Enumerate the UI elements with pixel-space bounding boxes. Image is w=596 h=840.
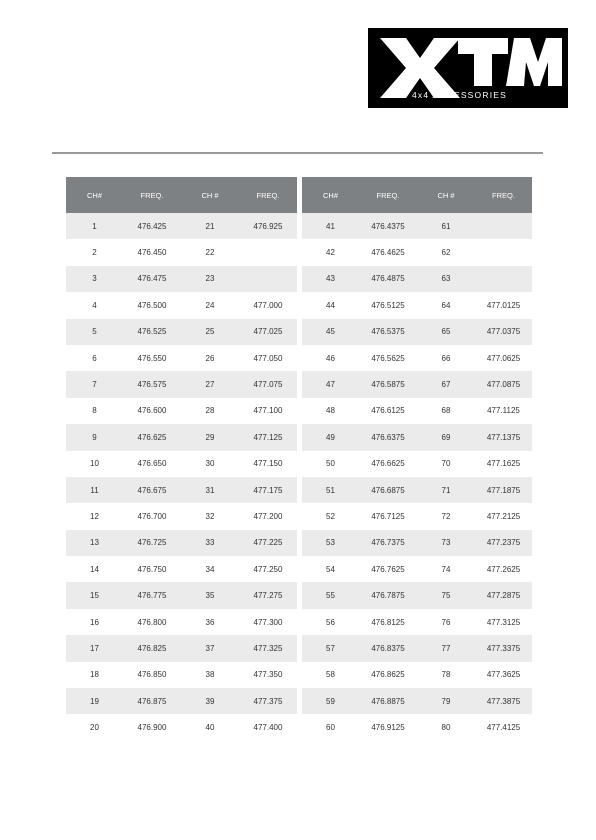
frequency-cell: 476.7375 bbox=[359, 530, 417, 556]
channel-cell: 64 bbox=[417, 292, 475, 318]
table-row bbox=[66, 292, 532, 318]
frequency-cell: 476.8125 bbox=[359, 609, 417, 635]
table-header-row bbox=[66, 177, 532, 213]
frequency-cell: 477.0625 bbox=[475, 345, 532, 371]
channel-cell: 7 bbox=[66, 371, 123, 397]
table-row bbox=[66, 609, 532, 635]
channel-cell: 71 bbox=[417, 477, 475, 503]
frequency-cell: 476.650 bbox=[123, 451, 181, 477]
frequency-cell: 477.3625 bbox=[475, 662, 532, 688]
table-row bbox=[66, 239, 532, 265]
channel-cell: 37 bbox=[181, 635, 239, 661]
table-row bbox=[66, 714, 532, 740]
frequency-cell bbox=[475, 239, 532, 265]
channel-cell: 77 bbox=[417, 635, 475, 661]
table-row bbox=[66, 662, 532, 688]
channel-cell: 53 bbox=[302, 530, 359, 556]
frequency-cell: 476.775 bbox=[123, 582, 181, 608]
channel-cell: 78 bbox=[417, 662, 475, 688]
channel-cell: 47 bbox=[302, 371, 359, 397]
frequency-cell: 476.7125 bbox=[359, 503, 417, 529]
channel-cell: 2 bbox=[66, 239, 123, 265]
table-row bbox=[66, 477, 532, 503]
table-row bbox=[66, 503, 532, 529]
table-row bbox=[66, 556, 532, 582]
channel-cell: 59 bbox=[302, 688, 359, 714]
channel-cell: 68 bbox=[417, 398, 475, 424]
frequency-cell: 476.7625 bbox=[359, 556, 417, 582]
xtm-logo bbox=[368, 28, 568, 108]
frequency-cell: 477.0375 bbox=[475, 319, 532, 345]
channel-cell: 10 bbox=[66, 451, 123, 477]
channel-cell: 79 bbox=[417, 688, 475, 714]
channel-cell: 63 bbox=[417, 266, 475, 292]
frequency-cell: 477.400 bbox=[239, 714, 297, 740]
frequency-cell: 477.175 bbox=[239, 477, 297, 503]
frequency-cell: 477.200 bbox=[239, 503, 297, 529]
channel-cell: 21 bbox=[181, 213, 239, 239]
channel-cell: 29 bbox=[181, 424, 239, 450]
frequency-cell: 476.500 bbox=[123, 292, 181, 318]
frequency-cell: 477.1625 bbox=[475, 451, 532, 477]
frequency-cell: 477.2375 bbox=[475, 530, 532, 556]
frequency-cell: 476.925 bbox=[239, 213, 297, 239]
header-divider bbox=[52, 152, 543, 154]
channel-cell: 18 bbox=[66, 662, 123, 688]
channel-cell: 36 bbox=[181, 609, 239, 635]
channel-cell: 38 bbox=[181, 662, 239, 688]
frequency-cell: 476.7875 bbox=[359, 582, 417, 608]
channel-cell: 67 bbox=[417, 371, 475, 397]
header-ch: CH# bbox=[66, 177, 123, 213]
channel-cell: 32 bbox=[181, 503, 239, 529]
table-row bbox=[66, 345, 532, 371]
frequency-cell bbox=[239, 239, 297, 265]
channel-cell: 24 bbox=[181, 292, 239, 318]
table-row bbox=[66, 424, 532, 450]
channel-cell: 62 bbox=[417, 239, 475, 265]
channel-cell: 13 bbox=[66, 530, 123, 556]
frequency-cell: 476.700 bbox=[123, 503, 181, 529]
frequency-cell: 477.350 bbox=[239, 662, 297, 688]
channel-cell: 72 bbox=[417, 503, 475, 529]
frequency-cell: 477.125 bbox=[239, 424, 297, 450]
frequency-cell: 476.4625 bbox=[359, 239, 417, 265]
table-row bbox=[66, 582, 532, 608]
frequency-cell: 476.6875 bbox=[359, 477, 417, 503]
channel-cell: 6 bbox=[66, 345, 123, 371]
channel-cell: 69 bbox=[417, 424, 475, 450]
header-freq: FREQ. bbox=[239, 177, 297, 213]
frequency-cell: 477.3875 bbox=[475, 688, 532, 714]
channel-cell: 60 bbox=[302, 714, 359, 740]
frequency-cell: 477.4125 bbox=[475, 714, 532, 740]
channel-cell: 48 bbox=[302, 398, 359, 424]
channel-cell: 8 bbox=[66, 398, 123, 424]
channel-cell: 12 bbox=[66, 503, 123, 529]
channel-cell: 41 bbox=[302, 213, 359, 239]
logo-tagline: 4x4 ACCESSORIES bbox=[412, 90, 508, 100]
frequency-cell: 476.425 bbox=[123, 213, 181, 239]
frequency-cell: 476.9125 bbox=[359, 714, 417, 740]
channel-cell: 20 bbox=[66, 714, 123, 740]
channel-cell: 45 bbox=[302, 319, 359, 345]
frequency-cell bbox=[475, 213, 532, 239]
frequency-cell: 476.750 bbox=[123, 556, 181, 582]
header-freq: FREQ. bbox=[359, 177, 417, 213]
channel-cell: 70 bbox=[417, 451, 475, 477]
frequency-cell: 477.0875 bbox=[475, 371, 532, 397]
table-row bbox=[66, 319, 532, 345]
frequency-cell: 477.2625 bbox=[475, 556, 532, 582]
frequency-cell: 476.825 bbox=[123, 635, 181, 661]
frequency-cell: 476.575 bbox=[123, 371, 181, 397]
frequency-cell: 476.6375 bbox=[359, 424, 417, 450]
frequency-cell: 476.5375 bbox=[359, 319, 417, 345]
table-row bbox=[66, 688, 532, 714]
frequency-cell: 476.675 bbox=[123, 477, 181, 503]
table-row bbox=[66, 213, 532, 239]
frequency-cell: 477.050 bbox=[239, 345, 297, 371]
channel-cell: 43 bbox=[302, 266, 359, 292]
frequency-cell: 476.525 bbox=[123, 319, 181, 345]
frequency-cell: 476.850 bbox=[123, 662, 181, 688]
channel-cell: 4 bbox=[66, 292, 123, 318]
frequency-cell: 476.8875 bbox=[359, 688, 417, 714]
frequency-cell bbox=[475, 266, 532, 292]
frequency-cell: 477.025 bbox=[239, 319, 297, 345]
channel-cell: 19 bbox=[66, 688, 123, 714]
channel-cell: 58 bbox=[302, 662, 359, 688]
frequency-cell: 477.225 bbox=[239, 530, 297, 556]
frequency-cell: 476.5875 bbox=[359, 371, 417, 397]
channel-cell: 31 bbox=[181, 477, 239, 503]
channel-cell: 73 bbox=[417, 530, 475, 556]
frequency-cell: 477.2875 bbox=[475, 582, 532, 608]
frequency-cell: 476.625 bbox=[123, 424, 181, 450]
header-freq: FREQ. bbox=[123, 177, 181, 213]
channel-cell: 49 bbox=[302, 424, 359, 450]
channel-cell: 80 bbox=[417, 714, 475, 740]
frequency-cell: 477.0125 bbox=[475, 292, 532, 318]
frequency-cell: 476.6125 bbox=[359, 398, 417, 424]
channel-cell: 44 bbox=[302, 292, 359, 318]
channel-cell: 76 bbox=[417, 609, 475, 635]
channel-cell: 16 bbox=[66, 609, 123, 635]
frequency-cell: 476.725 bbox=[123, 530, 181, 556]
channel-cell: 46 bbox=[302, 345, 359, 371]
frequency-table bbox=[66, 177, 532, 741]
channel-cell: 56 bbox=[302, 609, 359, 635]
frequency-cell: 476.475 bbox=[123, 266, 181, 292]
channel-cell: 74 bbox=[417, 556, 475, 582]
header-freq: FREQ. bbox=[475, 177, 532, 213]
table-row bbox=[66, 398, 532, 424]
frequency-cell: 477.1875 bbox=[475, 477, 532, 503]
frequency-cell: 476.875 bbox=[123, 688, 181, 714]
channel-cell: 65 bbox=[417, 319, 475, 345]
table-row bbox=[66, 530, 532, 556]
frequency-cell: 477.1375 bbox=[475, 424, 532, 450]
channel-cell: 75 bbox=[417, 582, 475, 608]
frequency-cell: 477.375 bbox=[239, 688, 297, 714]
channel-cell: 9 bbox=[66, 424, 123, 450]
channel-cell: 50 bbox=[302, 451, 359, 477]
channel-cell: 35 bbox=[181, 582, 239, 608]
frequency-cell: 477.2125 bbox=[475, 503, 532, 529]
channel-cell: 1 bbox=[66, 213, 123, 239]
frequency-cell: 477.3125 bbox=[475, 609, 532, 635]
header-ch: CH # bbox=[417, 177, 475, 213]
channel-cell: 51 bbox=[302, 477, 359, 503]
table-row bbox=[66, 266, 532, 292]
channel-cell: 55 bbox=[302, 582, 359, 608]
channel-cell: 25 bbox=[181, 319, 239, 345]
frequency-cell: 476.450 bbox=[123, 239, 181, 265]
channel-cell: 5 bbox=[66, 319, 123, 345]
channel-cell: 42 bbox=[302, 239, 359, 265]
frequency-cell: 476.800 bbox=[123, 609, 181, 635]
frequency-cell: 477.275 bbox=[239, 582, 297, 608]
frequency-cell: 476.6625 bbox=[359, 451, 417, 477]
frequency-cell: 476.5125 bbox=[359, 292, 417, 318]
frequency-cell: 477.325 bbox=[239, 635, 297, 661]
channel-cell: 3 bbox=[66, 266, 123, 292]
frequency-cell: 477.250 bbox=[239, 556, 297, 582]
frequency-cell: 477.075 bbox=[239, 371, 297, 397]
channel-cell: 33 bbox=[181, 530, 239, 556]
channel-cell: 26 bbox=[181, 345, 239, 371]
frequency-cell: 476.8375 bbox=[359, 635, 417, 661]
frequency-cell: 477.100 bbox=[239, 398, 297, 424]
channel-cell: 61 bbox=[417, 213, 475, 239]
channel-cell: 54 bbox=[302, 556, 359, 582]
channel-cell: 14 bbox=[66, 556, 123, 582]
table-row bbox=[66, 371, 532, 397]
frequency-cell: 476.8625 bbox=[359, 662, 417, 688]
channel-cell: 27 bbox=[181, 371, 239, 397]
channel-cell: 22 bbox=[181, 239, 239, 265]
table-row bbox=[66, 451, 532, 477]
frequency-cell: 477.000 bbox=[239, 292, 297, 318]
channel-cell: 52 bbox=[302, 503, 359, 529]
channel-cell: 23 bbox=[181, 266, 239, 292]
channel-cell: 40 bbox=[181, 714, 239, 740]
channel-cell: 39 bbox=[181, 688, 239, 714]
frequency-cell: 476.600 bbox=[123, 398, 181, 424]
channel-cell: 11 bbox=[66, 477, 123, 503]
channel-cell: 66 bbox=[417, 345, 475, 371]
channel-cell: 28 bbox=[181, 398, 239, 424]
channel-cell: 17 bbox=[66, 635, 123, 661]
frequency-cell: 477.1125 bbox=[475, 398, 532, 424]
table-row bbox=[66, 635, 532, 661]
channel-cell: 57 bbox=[302, 635, 359, 661]
frequency-cell: 476.4375 bbox=[359, 213, 417, 239]
channel-frequency-table bbox=[66, 177, 532, 741]
frequency-cell: 476.5625 bbox=[359, 345, 417, 371]
frequency-cell: 476.4875 bbox=[359, 266, 417, 292]
channel-cell: 30 bbox=[181, 451, 239, 477]
header-ch: CH # bbox=[181, 177, 239, 213]
frequency-cell: 477.300 bbox=[239, 609, 297, 635]
frequency-cell: 477.3375 bbox=[475, 635, 532, 661]
channel-cell: 34 bbox=[181, 556, 239, 582]
channel-cell: 15 bbox=[66, 582, 123, 608]
frequency-cell: 477.150 bbox=[239, 451, 297, 477]
frequency-cell: 476.900 bbox=[123, 714, 181, 740]
frequency-cell: 476.550 bbox=[123, 345, 181, 371]
frequency-cell bbox=[239, 266, 297, 292]
header-ch: CH# bbox=[302, 177, 359, 213]
